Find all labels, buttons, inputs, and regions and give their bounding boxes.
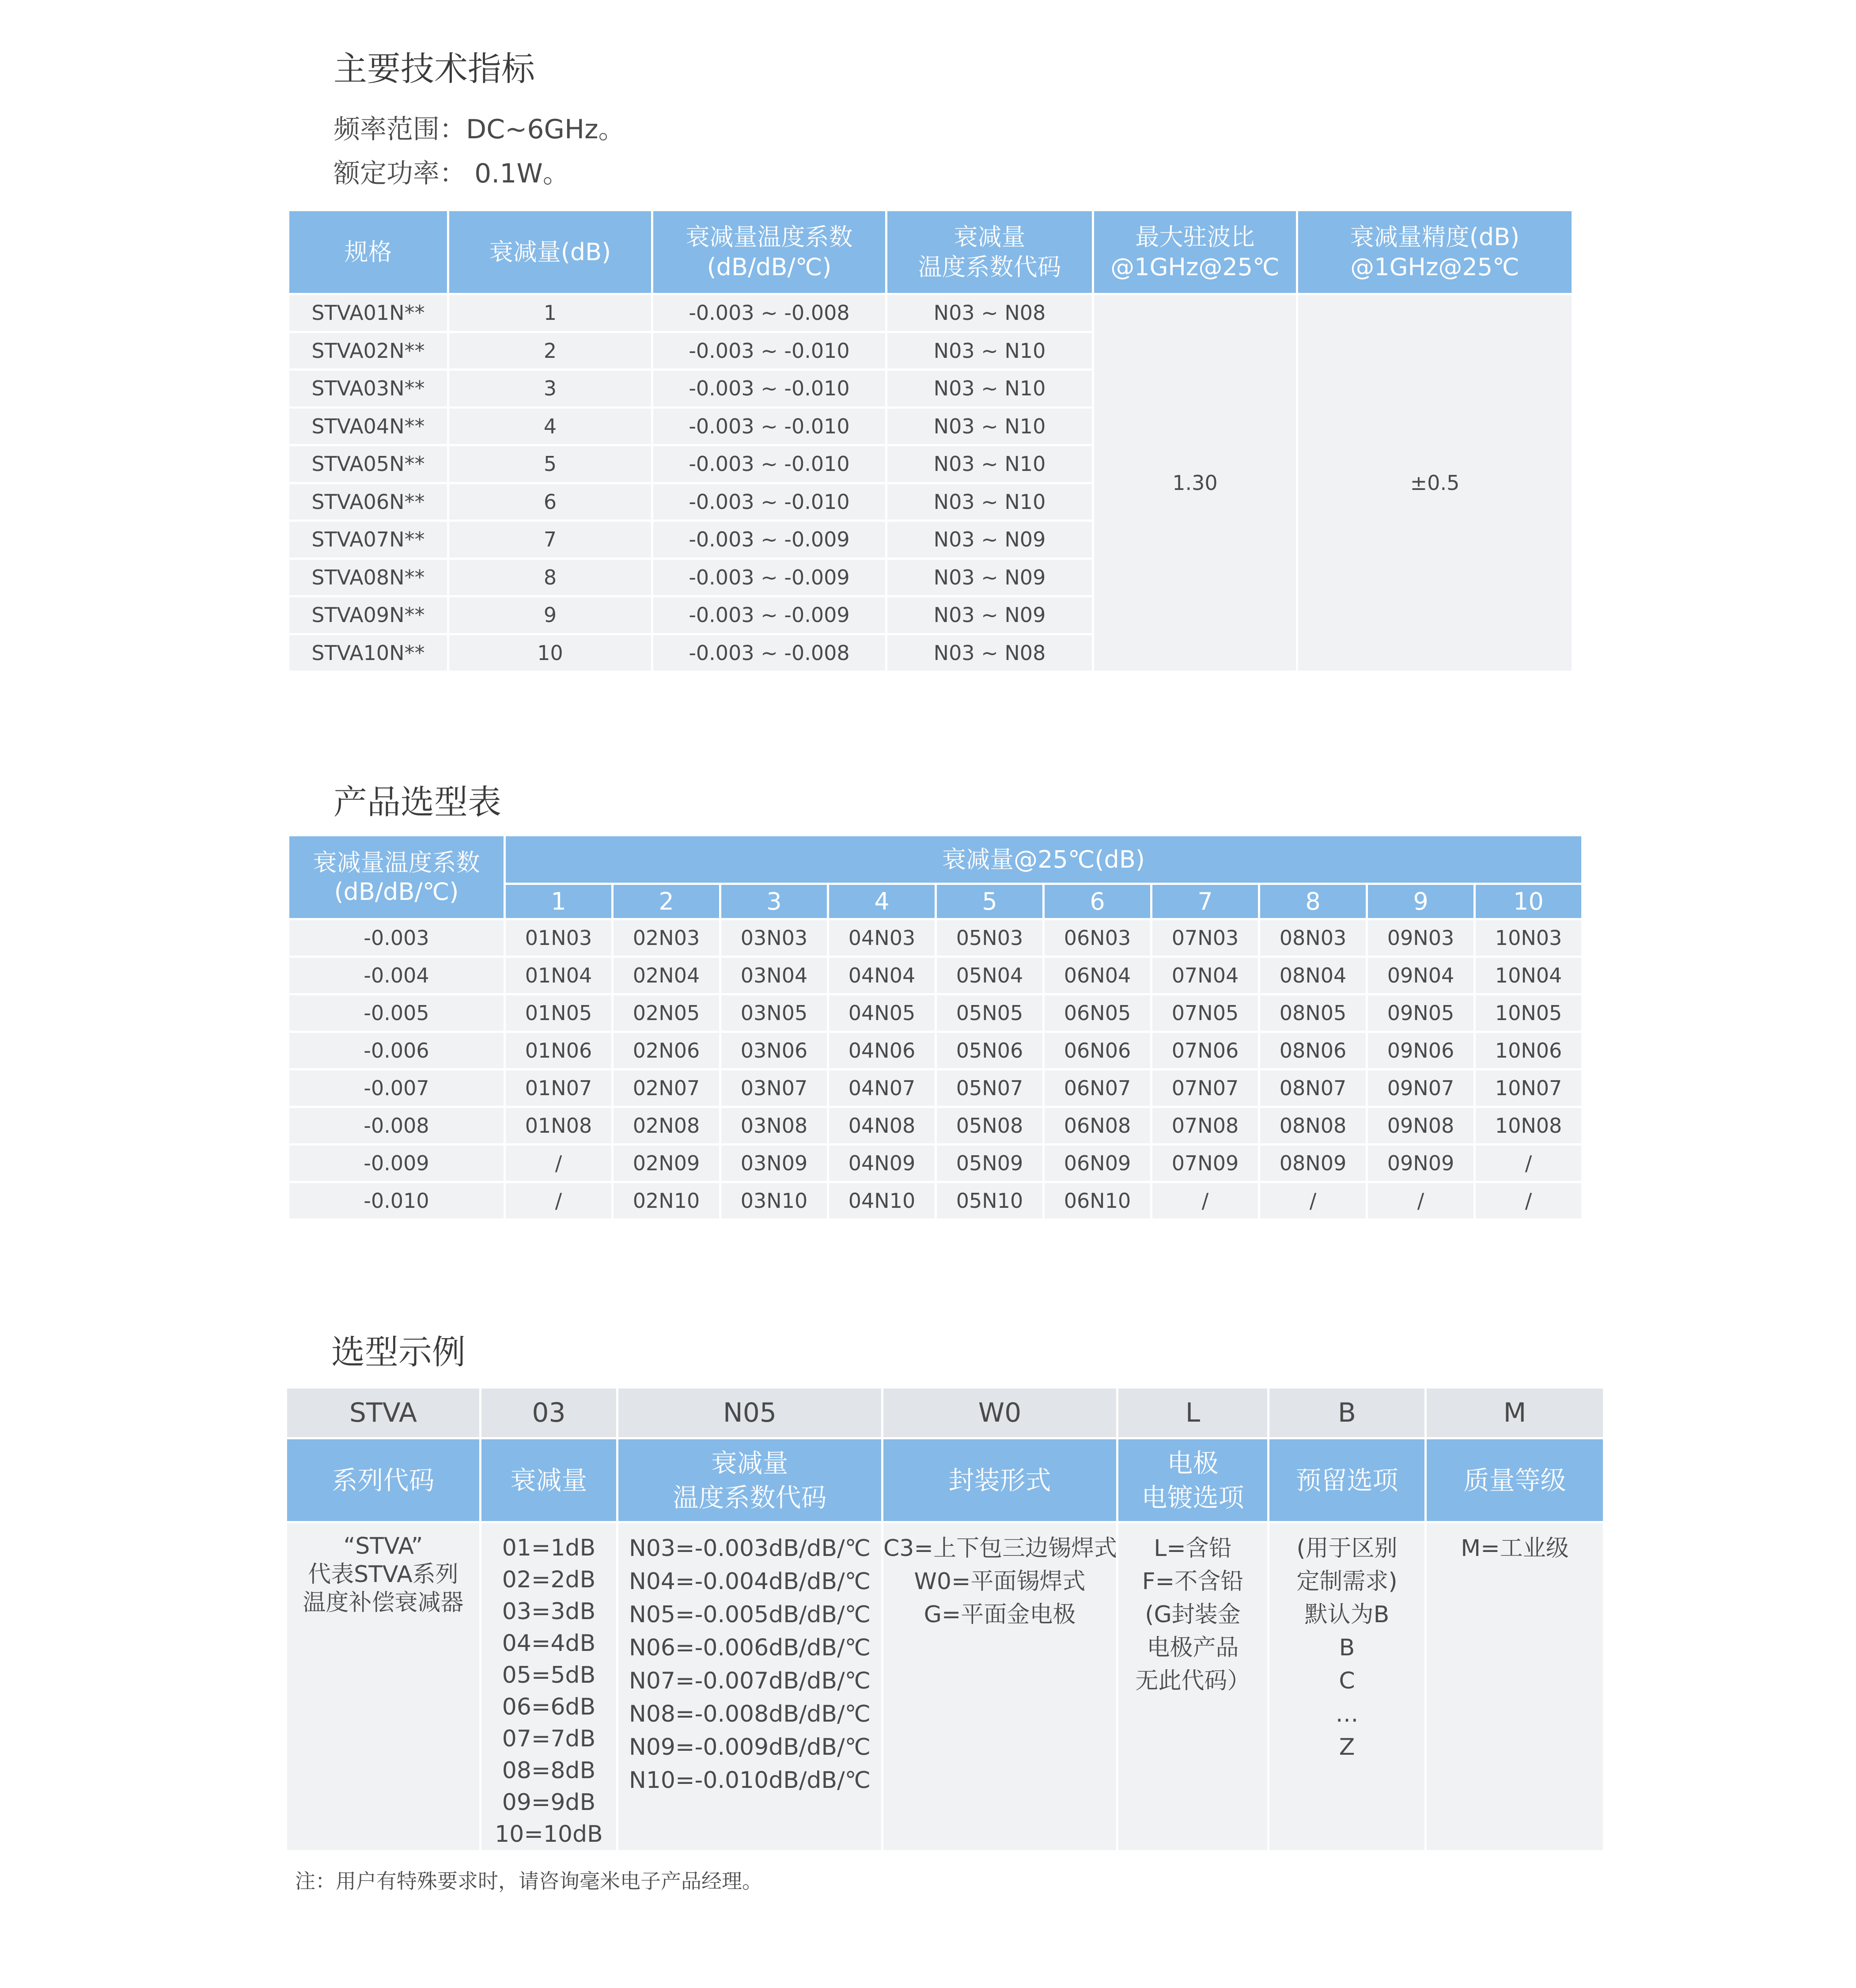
table-cell: 10N04 (1476, 958, 1583, 995)
description-line: N03=-0.003dB/dB/℃ (629, 1535, 871, 1562)
table-cell: / (506, 1183, 614, 1221)
description-line: N06=-0.006dB/dB/℃ (629, 1635, 871, 1661)
description-line: N08=-0.008dB/dB/℃ (629, 1701, 871, 1727)
section-title-example: 选型示例 (331, 1332, 466, 1372)
column-header: 9 (1368, 885, 1476, 920)
selection-table (289, 836, 1583, 1221)
table-cell: 09N04 (1368, 958, 1476, 995)
table-cell: -0.003 ~ -0.010 (653, 484, 887, 522)
table-cell: 09N06 (1368, 1033, 1476, 1070)
table-cell: 05N06 (937, 1033, 1045, 1070)
field-label (883, 1439, 1118, 1523)
table-cell: 02N04 (614, 958, 721, 995)
col-header-attenuation: 衰减量(dB) (449, 211, 653, 295)
table-cell: STVA08N** (289, 560, 449, 598)
table-cell: -0.003 ~ -0.010 (653, 333, 887, 371)
table-cell: 04N04 (829, 958, 937, 995)
table-cell: 08N08 (1260, 1108, 1368, 1146)
table-cell: 02N06 (614, 1033, 721, 1070)
table-cell: 03N10 (721, 1183, 829, 1221)
table-cell: STVA10N** (289, 635, 449, 673)
table-cell: -0.003 ~ -0.009 (653, 560, 887, 598)
table-cell: 08N03 (1260, 920, 1368, 958)
table-cell: / (1368, 1183, 1476, 1221)
field-label-line: 预留选项 (1295, 1465, 1398, 1495)
description-line: M=工业级 (1461, 1535, 1569, 1562)
row-header-coef: -0.004 (289, 958, 506, 995)
table-cell: N03 ~ N10 (887, 484, 1094, 522)
description-line: N04=-0.004dB/dB/℃ (629, 1568, 871, 1595)
field-label-line: 系列代码 (332, 1465, 435, 1495)
row-header-coef: -0.005 (289, 995, 506, 1033)
description-line: (用于区别 (1296, 1535, 1398, 1562)
field-label (481, 1439, 618, 1523)
table-cell: 01N08 (506, 1108, 614, 1146)
table-cell: 9 (449, 597, 653, 635)
rated-power: 额定功率： 0.1W。 (333, 158, 569, 189)
table-cell: 05N08 (937, 1108, 1045, 1146)
table-cell: 04N08 (829, 1108, 937, 1146)
table-cell: 08N05 (1260, 995, 1368, 1033)
table-cell: 07N07 (1152, 1070, 1260, 1108)
table-cell: 05N04 (937, 958, 1045, 995)
table-cell: N03 ~ N09 (887, 560, 1094, 598)
field-description (481, 1523, 618, 1852)
table-cell: 09N03 (1368, 920, 1476, 958)
col-header-model: 规格 (289, 211, 449, 295)
table-cell: 06N07 (1045, 1070, 1152, 1108)
part-code: B (1269, 1389, 1427, 1439)
section-title-specs: 主要技术指标 (333, 49, 535, 88)
part-code: M (1427, 1389, 1605, 1439)
table-cell: 03N05 (721, 995, 829, 1033)
description-line: 06=6dB (502, 1694, 596, 1720)
description-line: L=含铅 (1154, 1535, 1232, 1562)
table-row (289, 1183, 1583, 1221)
description-line: N10=-0.010dB/dB/℃ (629, 1767, 871, 1794)
table-cell: 01N04 (506, 958, 614, 995)
table-cell: 3 (449, 371, 653, 409)
row-header-coef: -0.007 (289, 1070, 506, 1108)
table-cell: 7 (449, 522, 653, 560)
part-code: N05 (618, 1389, 883, 1439)
accuracy-value: ±0.5 (1298, 295, 1574, 673)
field-label (1269, 1439, 1427, 1523)
table-cell: 04N09 (829, 1146, 937, 1183)
description-line: 无此代码） (1135, 1668, 1250, 1694)
description-line: “STVA” (343, 1533, 423, 1559)
section-title-selection: 产品选型表 (333, 782, 501, 822)
table-cell: N03 ~ N08 (887, 295, 1094, 333)
table-cell: N03 ~ N10 (887, 446, 1094, 484)
table-cell: 09N07 (1368, 1070, 1476, 1108)
table-cell: N03 ~ N10 (887, 409, 1094, 447)
description-line: 10=10dB (495, 1821, 603, 1848)
table-cell: 03N06 (721, 1033, 829, 1070)
table-cell: 07N05 (1152, 995, 1260, 1033)
table-cell: 04N10 (829, 1183, 937, 1221)
table-cell: / (1260, 1183, 1368, 1221)
table-row (289, 1146, 1583, 1183)
table-cell: 07N04 (1152, 958, 1260, 995)
description-line: W0=平面锡焊式 (914, 1568, 1086, 1595)
table-cell: 09N08 (1368, 1108, 1476, 1146)
table-cell: 06N04 (1045, 958, 1152, 995)
table-cell: -0.003 ~ -0.008 (653, 295, 887, 333)
table-cell: 09N05 (1368, 995, 1476, 1033)
table-cell: -0.003 ~ -0.010 (653, 371, 887, 409)
table-row (289, 1033, 1583, 1070)
table-cell: STVA03N** (289, 371, 449, 409)
table-cell: 10N05 (1476, 995, 1583, 1033)
table-cell: 1 (449, 295, 653, 333)
table-cell: 09N09 (1368, 1146, 1476, 1183)
column-header: 4 (829, 885, 937, 920)
field-description (1118, 1523, 1269, 1852)
table-cell: 8 (449, 560, 653, 598)
column-header: 6 (1045, 885, 1152, 920)
col-header-vswr: 最大驻波比 @1GHz@25℃ (1094, 211, 1298, 295)
table-cell: 02N05 (614, 995, 721, 1033)
footnote: 注：用户有特殊要求时，请咨询毫米电子产品经理。 (295, 1869, 762, 1893)
description-line: 温度补偿衰减器 (303, 1590, 464, 1616)
table-cell: 08N06 (1260, 1033, 1368, 1070)
table-row (289, 1070, 1583, 1108)
field-description (618, 1523, 883, 1852)
table-cell: 10N06 (1476, 1033, 1583, 1070)
description-line: F=不含铅 (1142, 1568, 1244, 1595)
field-label-line: 衰减量 (510, 1465, 587, 1495)
table-cell: 05N09 (937, 1146, 1045, 1183)
table-cell: 07N08 (1152, 1108, 1260, 1146)
row-header-coef: -0.006 (289, 1033, 506, 1070)
table-row (289, 920, 1583, 958)
col-header-accuracy: 衰减量精度(dB) @1GHz@25℃ (1298, 211, 1574, 295)
column-header: 7 (1152, 885, 1260, 920)
table-cell: STVA04N** (289, 409, 449, 447)
table-cell: 07N03 (1152, 920, 1260, 958)
table-cell: 02N10 (614, 1183, 721, 1221)
part-code: STVA (287, 1389, 481, 1439)
description-line: G=平面金电极 (924, 1601, 1076, 1628)
description-line: N09=-0.009dB/dB/℃ (629, 1734, 871, 1760)
column-header: 10 (1476, 885, 1583, 920)
table-cell: / (1476, 1146, 1583, 1183)
field-label-line: 电镀选项 (1141, 1482, 1244, 1513)
field-label (287, 1439, 481, 1523)
description-line: 03=3dB (502, 1598, 596, 1625)
description-line: 05=5dB (502, 1662, 596, 1688)
field-label (1427, 1439, 1605, 1523)
table-cell: 04N06 (829, 1033, 937, 1070)
table-cell: 06N06 (1045, 1033, 1152, 1070)
part-code: L (1118, 1389, 1269, 1439)
table-cell: 6 (449, 484, 653, 522)
table-cell: STVA02N** (289, 333, 449, 371)
row-header-coef: -0.009 (289, 1146, 506, 1183)
table-cell: N03 ~ N08 (887, 635, 1094, 673)
part-code: W0 (883, 1389, 1118, 1439)
table-cell: 06N08 (1045, 1108, 1152, 1146)
description-line: N07=-0.007dB/dB/℃ (629, 1668, 871, 1694)
column-header: 5 (937, 885, 1045, 920)
description-line: Z (1339, 1734, 1355, 1760)
table-cell: 04N05 (829, 995, 937, 1033)
table-cell: 03N04 (721, 958, 829, 995)
field-label-line: 衰减量 (711, 1448, 788, 1478)
table-cell: 06N09 (1045, 1146, 1152, 1183)
table-cell: 05N05 (937, 995, 1045, 1033)
group-header: 衰减量@25℃(dB) (506, 836, 1583, 885)
table-cell: STVA05N** (289, 446, 449, 484)
row-header-coef: -0.008 (289, 1108, 506, 1146)
table-cell: 5 (449, 446, 653, 484)
table-cell: 08N04 (1260, 958, 1368, 995)
table-cell: 08N07 (1260, 1070, 1368, 1108)
table-cell: 04N03 (829, 920, 937, 958)
description-line: 定制需求) (1296, 1568, 1398, 1595)
table-cell: 02N09 (614, 1146, 721, 1183)
description-line: 02=2dB (502, 1567, 596, 1593)
description-line: 07=7dB (502, 1726, 596, 1752)
table-row (289, 1108, 1583, 1146)
field-label-line: 质量等级 (1463, 1465, 1566, 1495)
table-cell: 10N07 (1476, 1070, 1583, 1108)
table-cell: 07N09 (1152, 1146, 1260, 1183)
field-label (618, 1439, 883, 1523)
description-line: 电极产品 (1147, 1635, 1239, 1661)
vswr-value: 1.30 (1094, 295, 1298, 673)
description-line: C (1339, 1668, 1355, 1694)
table-cell: 04N07 (829, 1070, 937, 1108)
table-row (289, 295, 1574, 333)
table-cell: / (506, 1146, 614, 1183)
table-cell: 06N10 (1045, 1183, 1152, 1221)
table-cell: -0.003 ~ -0.009 (653, 597, 887, 635)
field-label-line: 温度系数代码 (673, 1482, 827, 1513)
corner-header: 衰减量温度系数 (dB/dB/℃) (289, 836, 506, 920)
part-code: 03 (481, 1389, 618, 1439)
column-header: 1 (506, 885, 614, 920)
table-cell: N03 ~ N10 (887, 333, 1094, 371)
field-description (883, 1523, 1118, 1852)
description-line: 09=9dB (502, 1789, 596, 1816)
table-cell: 03N07 (721, 1070, 829, 1108)
column-header: 3 (721, 885, 829, 920)
table-cell: -0.003 ~ -0.010 (653, 409, 887, 447)
row-header-coef: -0.003 (289, 920, 506, 958)
spec-table (289, 211, 1574, 673)
table-cell: 05N07 (937, 1070, 1045, 1108)
table-cell: 10N08 (1476, 1108, 1583, 1146)
description-line: 代表STVA系列 (308, 1561, 458, 1588)
table-cell: 4 (449, 409, 653, 447)
field-label (1118, 1439, 1269, 1523)
table-cell: N03 ~ N09 (887, 522, 1094, 560)
description-line: C3=上下包三边锡焊式 (883, 1535, 1117, 1562)
field-label-line: 封装形式 (948, 1465, 1051, 1495)
table-cell: 01N03 (506, 920, 614, 958)
table-cell: STVA07N** (289, 522, 449, 560)
table-cell: STVA09N** (289, 597, 449, 635)
column-header: 2 (614, 885, 721, 920)
description-line: N05=-0.005dB/dB/℃ (629, 1601, 871, 1628)
description-line: 08=8dB (502, 1757, 596, 1784)
table-cell: 01N05 (506, 995, 614, 1033)
description-line: B (1339, 1635, 1355, 1661)
table-cell: -0.003 ~ -0.010 (653, 446, 887, 484)
description-line: 默认为B (1304, 1601, 1390, 1628)
table-cell: 03N09 (721, 1146, 829, 1183)
table-cell: -0.003 ~ -0.009 (653, 522, 887, 560)
table-cell: 05N03 (937, 920, 1045, 958)
table-cell: -0.003 ~ -0.008 (653, 635, 887, 673)
description-line: 04=4dB (502, 1630, 596, 1657)
table-cell: 06N05 (1045, 995, 1152, 1033)
table-cell: 03N08 (721, 1108, 829, 1146)
field-description (1269, 1523, 1427, 1852)
table-cell: N03 ~ N09 (887, 597, 1094, 635)
table-cell: 07N06 (1152, 1033, 1260, 1070)
table-cell: STVA01N** (289, 295, 449, 333)
table-cell: 02N03 (614, 920, 721, 958)
table-row (289, 995, 1583, 1033)
field-label-line: 电极 (1167, 1448, 1219, 1478)
table-cell: 01N07 (506, 1070, 614, 1108)
table-cell: 03N03 (721, 920, 829, 958)
example-table (287, 1389, 1605, 1852)
table-cell: / (1152, 1183, 1260, 1221)
frequency-range: 频率范围：DC~6GHz。 (333, 114, 625, 145)
field-description (287, 1523, 481, 1852)
col-header-temp-code: 衰减量 温度系数代码 (887, 211, 1094, 295)
field-description (1427, 1523, 1605, 1852)
description-line: 01=1dB (502, 1535, 596, 1561)
table-cell: 06N03 (1045, 920, 1152, 958)
col-header-temp-coef: 衰减量温度系数 (dB/dB/℃) (653, 211, 887, 295)
description-line: (G封装金 (1145, 1601, 1241, 1628)
table-cell: N03 ~ N10 (887, 371, 1094, 409)
table-cell: 02N07 (614, 1070, 721, 1108)
table-cell: 01N06 (506, 1033, 614, 1070)
table-cell: STVA06N** (289, 484, 449, 522)
column-header: 8 (1260, 885, 1368, 920)
row-header-coef: -0.010 (289, 1183, 506, 1221)
table-row (289, 958, 1583, 995)
table-cell: 05N10 (937, 1183, 1045, 1221)
table-cell: 08N09 (1260, 1146, 1368, 1183)
description-line: … (1335, 1701, 1359, 1727)
table-cell: 2 (449, 333, 653, 371)
table-cell: 02N08 (614, 1108, 721, 1146)
table-cell: 10 (449, 635, 653, 673)
table-cell: 10N03 (1476, 920, 1583, 958)
table-cell: / (1476, 1183, 1583, 1221)
